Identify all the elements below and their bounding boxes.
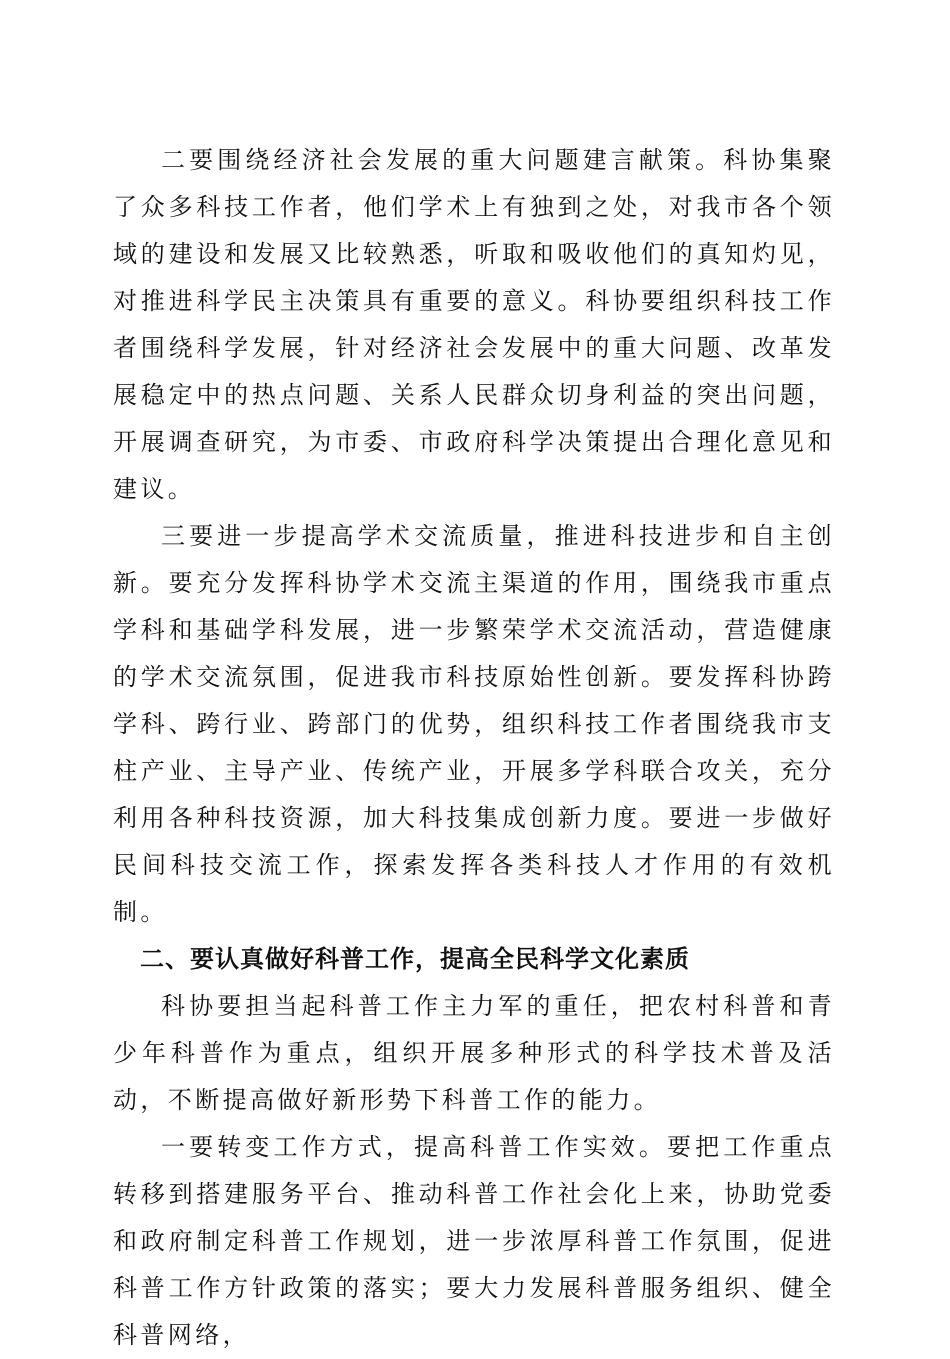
section-heading-science-popularization: 二、要认真做好科普工作，提高全民科学文化素质 bbox=[140, 945, 690, 973]
paragraph-suggestions: 二要围绕经济社会发展的重大问题建言献策。科协集聚了众多科技工作者，他们学术上有独到之处，对我市各个领域的建设和发展又比较熟悉，听取和吸收他们的真知灼见，对推进科学民主决策具有重要的意义。科协要组织科技工作者围绕科学发展，针对经济社会发展中的重大问题、改革发展稳定中的热点问题、关系人民群众切身利益的突出问题，开展调查研究，为市委、市政府科学决策提出合理化意见和建议。 bbox=[113, 146, 835, 503]
document-body bbox=[113, 137, 835, 1359]
paragraph-academic-exchange: 三要进一步提高学术交流质量，推进科技进步和自主创新。要充分发挥科协学术交流主渠道的作用，围绕我市重点学科和基础学科发展，进一步繁荣学术交流活动，营造健康的学术交流氛围，促进我市科技原始性创新。要发挥科协跨学科、跨行业、跨部门的优势，组织科技工作者围绕我市支柱产业、主导产业、传统产业，开展多学科联合攻关，充分利用各种科技资源，加大科技集成创新力度。要进一步做好民间科技交流工作，探索发挥各类科技人才作用的有效机制。 bbox=[113, 522, 835, 926]
paragraph-work-method: 一要转变工作方式，提高科普工作实效。要把工作重点转移到搭建服务平台、推动科普工作社会化上来，协助党委和政府制定科普工作规划，进一步浓厚科普工作氛围，促进科普工作方针政策的落实；要大力发展科普服务组织、健全科普网络， bbox=[113, 1133, 835, 1349]
paragraph-science-popularization-intro: 科协要担当起科普工作主力军的重任，把农村科普和青少年科普作为重点，组织开展多种形式的科学技术普及活动，不断提高做好新形势下科普工作的能力。 bbox=[113, 992, 835, 1114]
